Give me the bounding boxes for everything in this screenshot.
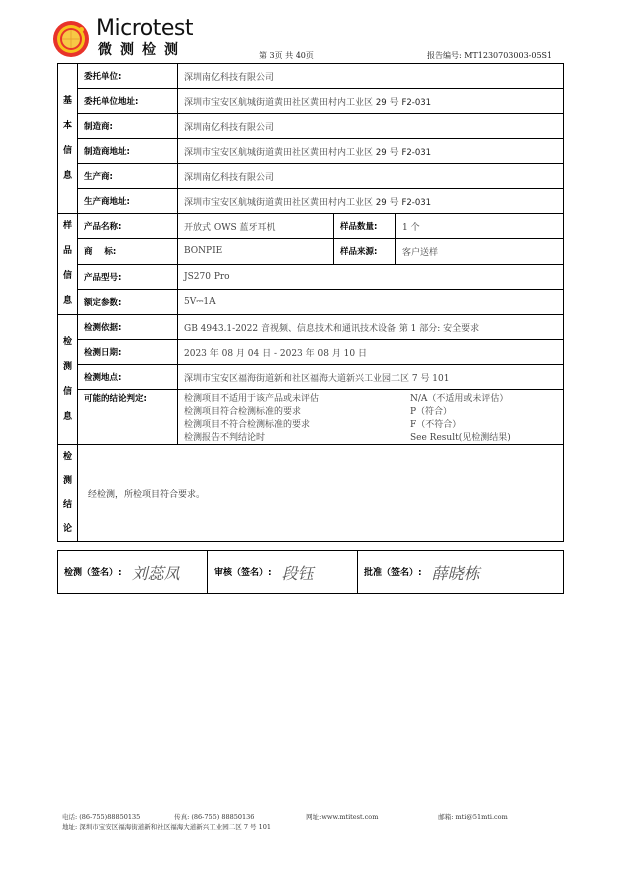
trademark-label: 商 标: [78,239,178,264]
verdict-item: 检测项目不符合检测标准的要求 F（不符合） [184,420,462,430]
test-basis-value: GB 4943.1-2022 音视频、信息技术和通讯技术设备 第 1 部分: 安全要求 [178,315,564,340]
trademark-value: BONPIE [178,239,334,264]
table-row [58,114,564,139]
table-row [58,264,564,289]
sample-qty-value: 1 个 [396,214,564,239]
client-value: 深圳南亿科技有限公司 [178,64,564,89]
microtest-logo-icon [53,21,89,57]
conclusion-text: 经检测，所检项目符合要求。 [78,445,564,542]
sample-source-label: 样品来源: [334,239,396,264]
verdict-item: 检测报告不判结论时 See Result(见检测结果) [184,433,511,443]
verdict-label: 可能的结论判定: [78,390,178,445]
client-label: 委托单位: [78,64,178,89]
test-location-value: 深圳市宝安区福海街道新和社区福海大道新兴工业园二区 7 号 101 [178,365,564,390]
manufacturer-address-label: 制造商地址: [78,139,178,164]
verdict-list [178,390,564,445]
footer-email[interactable]: 邮箱: mti@51mti.com [438,813,508,821]
table-row [58,64,564,89]
category-sample-info: 样 品 信 息 [58,214,78,315]
table-row [58,445,564,542]
report-number: 报告编号: MT1230703003-05S1 [427,51,553,60]
client-address-value: 深圳市宝安区航城街道黄田社区黄田村内工业区 29 号 F2-031 [178,89,564,114]
product-name-value: 开放式 OWS 蓝牙耳机 [178,214,334,239]
sample-source-value: 客户送样 [396,239,564,264]
category-conclusion: 检 测 结 论 [58,445,78,542]
model-value: JS270 Pro [178,264,564,289]
signature-table [57,550,564,594]
verdict-item: 检测项目符合检测标准的要求 P（符合） [184,407,453,417]
client-address-label: 委托单位地址: [78,89,178,114]
test-date-label: 检测日期: [78,340,178,365]
category-basic-info: 基 本 信 息 [58,64,78,214]
table-row [58,239,564,264]
producer-value: 深圳南亿科技有限公司 [178,164,564,189]
test-date-value: 2023 年 08 月 04 日 - 2023 年 08 月 10 日 [178,340,564,365]
table-row [58,289,564,314]
table-row [58,164,564,189]
table-row [58,139,564,164]
producer-label: 生产商: [78,164,178,189]
manufacturer-value: 深圳南亿科技有限公司 [178,114,564,139]
footer-address: 地址: 深圳市宝安区福海街道新和社区福海大道新兴工业园二区 7 号 101 [62,823,271,831]
test-location-label: 检测地点: [78,365,178,390]
category-test-info: 检 测 信 息 [58,315,78,445]
test-basis-label: 检测依据: [78,315,178,340]
approver-signature: 批准（签名）: 薛晓栋 [358,551,564,594]
rating-label: 额定参数: [78,289,178,314]
page-header [0,0,620,64]
product-name-label: 产品名称: [78,214,178,239]
footer-fax: 传真: (86-755) 88850136 [174,813,255,821]
signature-row [58,551,564,594]
report-table [57,63,564,542]
producer-address-label: 生产商地址: [78,189,178,214]
page-footer [62,812,508,832]
brand-name-cn: 微测检测 [98,42,186,58]
table-row [58,189,564,214]
verdict-item: 检测项目不适用于该产品或未评估 N/A（不适用或未评估） [184,394,509,404]
page-info: 第 3页 共 40页 [259,51,314,60]
table-row [58,214,564,239]
manufacturer-address-value: 深圳市宝安区航城街道黄田社区黄田村内工业区 29 号 F2-031 [178,139,564,164]
rating-value: 5V⎓1A [178,289,564,314]
table-row [58,340,564,365]
table-row [58,390,564,445]
sample-qty-label: 样品数量: [334,214,396,239]
reviewer-signature: 审核（签名）: 段钰 [208,551,358,594]
table-row [58,89,564,114]
manufacturer-label: 制造商: [78,114,178,139]
producer-address-value: 深圳市宝安区航城街道黄田社区黄田村内工业区 29 号 F2-031 [178,189,564,214]
model-label: 产品型号: [78,264,178,289]
table-row [58,365,564,390]
table-row [58,315,564,340]
brand-name-en: Microtest [96,16,193,41]
footer-website[interactable]: 网址:www.mtitest.com [306,813,379,821]
tester-signature: 检测（签名）: 刘蕊凤 [58,551,208,594]
footer-phone: 电话: (86-755)88850135 [62,813,141,821]
